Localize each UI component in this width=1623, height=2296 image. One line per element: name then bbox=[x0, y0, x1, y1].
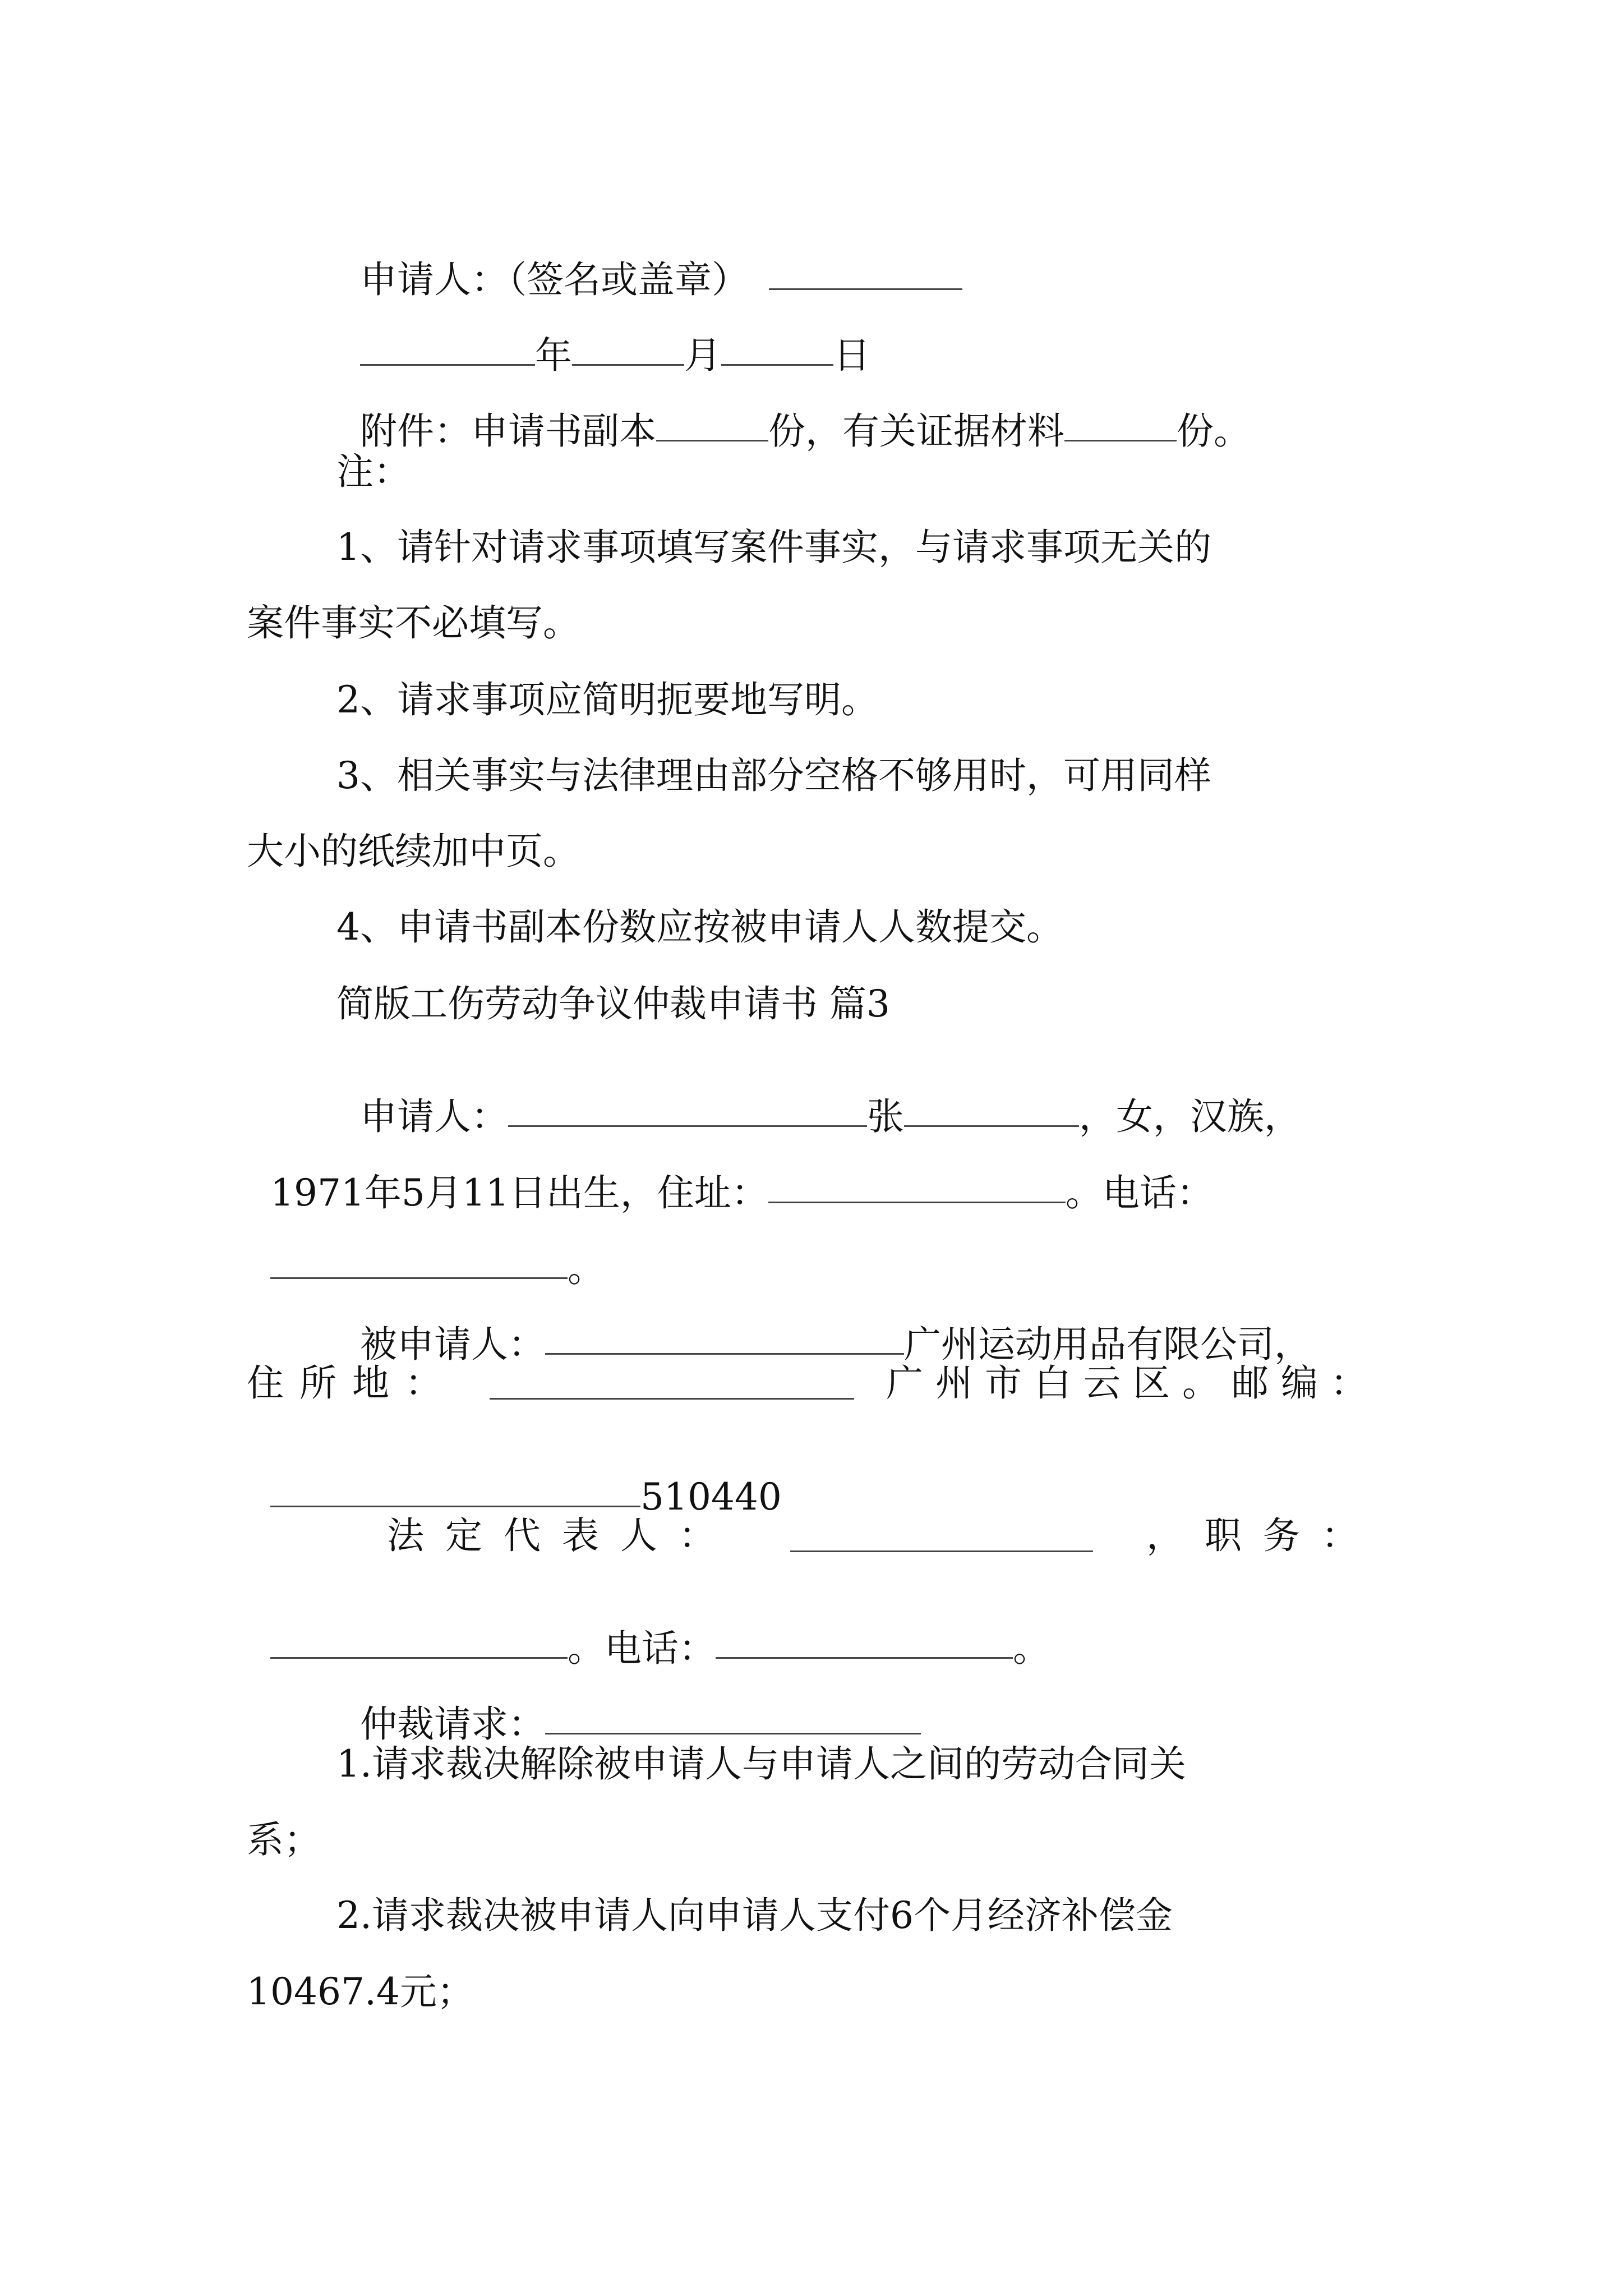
applicant-end: 。 bbox=[567, 1247, 605, 1290]
note-1-line-2: 案件事实不必填写。 bbox=[247, 601, 580, 645]
respondent-line bbox=[336, 1289, 1311, 1366]
applicant-name: 张 bbox=[866, 1095, 904, 1138]
respondent-blank[interactable] bbox=[545, 1352, 904, 1355]
postcode-value: 510440 bbox=[640, 1475, 782, 1519]
claim-2-line-1: 2.请求裁决被申请人向申请人支付6个月经济补偿金 bbox=[336, 1894, 1173, 1937]
respondent-name: 广州运动用品有限公司， bbox=[903, 1323, 1311, 1366]
legal-rep-phone-blank[interactable] bbox=[716, 1657, 1013, 1659]
postcode-line bbox=[247, 1442, 782, 1519]
evidence-count-blank[interactable] bbox=[1064, 439, 1177, 441]
position-blank[interactable] bbox=[270, 1657, 568, 1659]
legal-rep-end: 。 bbox=[1012, 1627, 1050, 1670]
month-blank[interactable] bbox=[572, 364, 684, 366]
applicant-info: ，女，汉族， bbox=[1078, 1095, 1301, 1138]
applicant-blank-2[interactable] bbox=[904, 1125, 1079, 1127]
year-blank[interactable] bbox=[360, 364, 535, 366]
note-3-line-1: 3、相关事实与法律理由部分空格不够用时，可用同样 bbox=[336, 754, 1211, 797]
claims-line bbox=[336, 1669, 921, 1746]
address-blank[interactable] bbox=[768, 1201, 1066, 1203]
attachment-line bbox=[336, 376, 1251, 453]
postcode-blank[interactable] bbox=[270, 1505, 640, 1507]
copies-blank[interactable] bbox=[656, 439, 768, 441]
applicant-birth: 1971年5月11日出生，住址： bbox=[270, 1171, 768, 1214]
note-1-line-1: 1、请针对请求事项填写案件事实，与请求事项无关的 bbox=[336, 526, 1211, 569]
applicant-phone-line bbox=[247, 1213, 605, 1290]
note-heading: 注： bbox=[336, 450, 411, 493]
legal-rep-label: 法定代表人： bbox=[387, 1514, 737, 1557]
date-line bbox=[336, 300, 870, 377]
claim-2-line-2: 10467.4元； bbox=[247, 1970, 474, 2013]
respondent-address-blank[interactable] bbox=[490, 1397, 854, 1400]
claims-label: 仲裁请求： bbox=[359, 1703, 545, 1746]
applicant-phone-label: 。电话： bbox=[1065, 1171, 1214, 1214]
month-label: 月 bbox=[684, 334, 721, 377]
legal-rep-phone-label: 。电话： bbox=[567, 1627, 716, 1670]
section-title: 简版工伤劳动争议仲裁申请书 篇3 bbox=[336, 982, 890, 1025]
applicant-line bbox=[336, 1061, 1301, 1138]
applicant-phone-blank[interactable] bbox=[270, 1277, 568, 1279]
applicant-blank-1[interactable] bbox=[508, 1125, 867, 1127]
applicant-birth-line bbox=[247, 1138, 1214, 1212]
note-2: 2、请求事项应简明扼要地写明。 bbox=[336, 678, 878, 721]
attachment-text-1: 附件：申请书副本 bbox=[359, 409, 656, 453]
signature-label: 申请人：（签名或盖章） bbox=[359, 258, 749, 301]
signature-line bbox=[336, 224, 962, 301]
respondent-address-label: 住所地： bbox=[247, 1361, 458, 1405]
signature-blank[interactable] bbox=[769, 288, 962, 290]
legal-rep-position-label: ，职务： bbox=[1146, 1514, 1380, 1557]
respondent-address-value: 广州市白云区。邮编： bbox=[886, 1361, 1380, 1405]
respondent-address-line bbox=[247, 1361, 1380, 1405]
legal-rep-line bbox=[387, 1514, 1380, 1557]
year-label: 年 bbox=[534, 334, 572, 377]
note-3-line-2: 大小的纸续加中页。 bbox=[247, 830, 580, 873]
respondent-label: 被申请人： bbox=[359, 1323, 545, 1366]
claims-blank[interactable] bbox=[545, 1732, 921, 1734]
legal-rep-phone-line bbox=[247, 1593, 1050, 1670]
legal-rep-blank[interactable] bbox=[790, 1550, 1093, 1552]
claim-1-line-1: 1.请求裁决解除被申请人与申请人之间的劳动合同关 bbox=[336, 1742, 1186, 1786]
day-blank[interactable] bbox=[721, 364, 833, 366]
claim-1-line-2: 系； bbox=[247, 1818, 321, 1861]
day-label: 日 bbox=[833, 334, 870, 377]
note-4: 4、申请书副本份数应按被申请人人数提交。 bbox=[336, 905, 1063, 949]
applicant-label: 申请人： bbox=[359, 1095, 508, 1138]
attachment-text-2: 份，有关证据材料 bbox=[768, 409, 1064, 453]
attachment-text-3: 份。 bbox=[1176, 409, 1251, 453]
